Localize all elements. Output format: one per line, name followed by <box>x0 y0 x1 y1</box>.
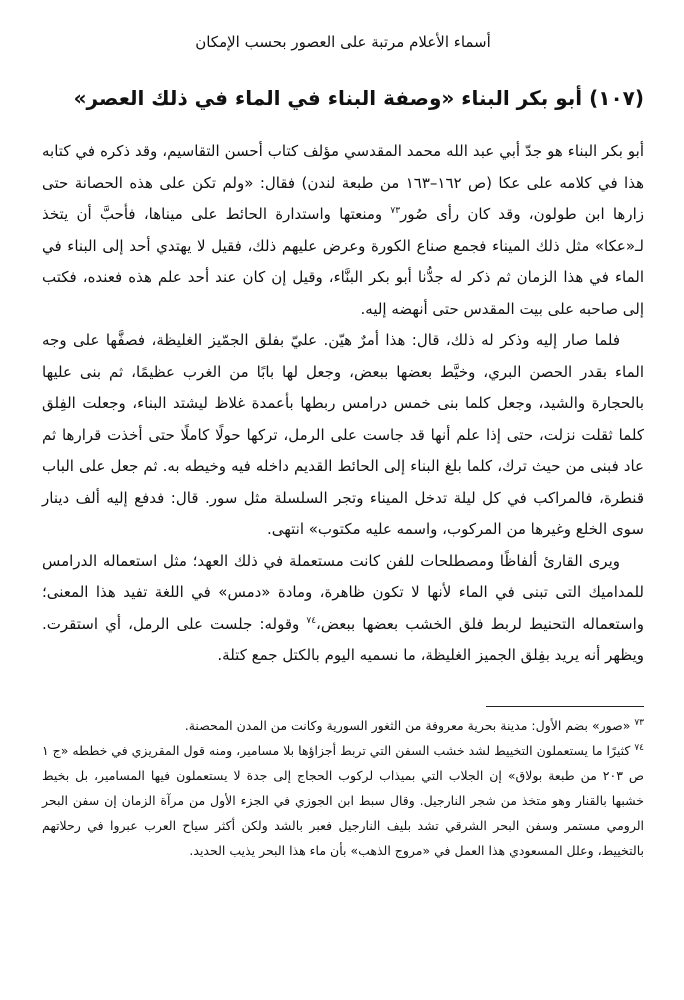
footnote-74-text: كثيرًا ما يستعملون التخييط لشد خشب السفن التي تربط أجزاؤها بلا مسامير، ومنه قول المقريزي في خططه «ج ١ ص ٢٠٣ من طبعة بولاق» إن الجلاب التي بميذاب لركوب الحجاج إلى جدة لا يستعملون فيها المسامير، بل بخيط خشبها بالقنار وهو متخذ من شجر النارجيل. وقال سبط ابن الجوزي في الجزء الأول من مرآة الزمان إن سفن البحر الرومي مستمر وسفن البحر الشرقي تشد بليف النارجيل فعبر بالشد ولكن أكثر سياح العرب عبروا في رحلاتهم بالتخييط، وعلل المسعودي هذا العمل في «مروج الذهب» بأن ماء هذا البحر يذيب الحديد. <box>41 742 644 858</box>
footnotes <box>42 713 644 863</box>
chapter-title: (١٠٧) أبو بكر البناء «وصفة البناء في الماء في ذلك العصر» <box>73 86 644 110</box>
paragraph-3-part-b: وقوله: جلست على الرمل، أي استقرت. ويظهر أنه يريد بفِلق الجميز الغليظة، ما نسميه اليوم بالكتل جمع كتلة. <box>42 614 644 664</box>
paragraph-3-part-a: ويرى القارئ ألفاظًا ومصطلحات للفن كانت مستعملة في ذلك العهد؛ مثل استعماله الدرامس للمداميك التى تبنى في الماء لأنها لا تكون ظاهرة، ومادة «دمس» في اللغة تفيد هذا المعنى؛ واستعماله التحنيط لربط فلق الخشب بعضها ببعض، <box>42 551 644 633</box>
paragraph-3 <box>42 546 644 672</box>
body-text <box>42 136 644 672</box>
footnote-divider <box>486 706 644 707</box>
footnote-ref-73[interactable]: ٧٣ <box>390 206 401 216</box>
running-header: أسماء الأعلام مرتبة على العصور بحسب الإمكان <box>195 33 491 51</box>
footnote-73-text: «صور» بضم الأول: مدينة بحرية معروفة من الثغور السورية وكانت من المدن المحصنة. <box>184 717 635 733</box>
footnote-73-number: ٧٣ <box>634 717 644 728</box>
footnote-74-number: ٧٤ <box>634 742 644 753</box>
footnote-ref-74[interactable]: ٧٤ <box>306 615 317 626</box>
paragraph-1-part-a: أبو بكر البناء هو جدّ أبي عبد الله محمد المقدسي مؤلف كتاب أحسن التقاسيم، وقد ذكره في كتابه هذا في كلامه على عكا (ص ١٦٢–١٦٣ من طبعة لندن) فقال: «ولم تكن على هذه الحصانة حتى زارها ابن طولون، وقد كان رأى صُور <box>42 142 644 223</box>
footnote-74 <box>42 738 644 863</box>
footnote-73 <box>42 713 644 738</box>
paragraph-1-part-b: ومنعتها واستدارة الحائط على ميناها، فأحبَّ أن يتخذ لـ«عكا» مثل ذلك الميناء فجمع صناع الكورة وعرض عليهم ذلك، فقيل لا يهتدي أحد إلى البناء في الماء في هذا الزمان ثم ذكر له جدُّنا أبو بكر البنَّاء، وقيل إن كان عند أحد علم هذه فعنده، فكتب إلى صاحبه على بيت المقدس حتى أنهضه إليه. <box>42 205 644 318</box>
paragraph-1 <box>42 136 644 325</box>
paragraph-2: فلما صار إليه وذكر له ذلك، قال: هذا أمرٌ هيّن. عليّ بفلق الجمّيز الغليظة، فصفَّها على وجه الماء بقدر الحصن البري، وخيَّط بعضها ببعض، وجعل لها بابًا من الغرب عظيمًا، ثم بنى عليها بالحجارة والشيد، وجعل كلما بنى خمس درامس ربطها بأعمدة غلاظ ليشتد البناء، وجعلت الفِلق كلما ثقلت نزلت، حتى إذا علم أنها قد جاست على الرمل، تركها حولًا كاملًا حتى أخذت قرارها ثم عاد فبنى من حيث ترك، كلما بلغ البناء إلى الحائط القديم داخله فيه وخيطه به. ثم جعل على الباب قنطرة، فالمراكب في كل ليلة تدخل الميناء وتجر السلسلة مثل سور. قال: فدفع إليه ألف دينار سوى الخلع وغيرها من المركوب، واسمه عليه مكتوب» انتهى. <box>42 331 644 538</box>
